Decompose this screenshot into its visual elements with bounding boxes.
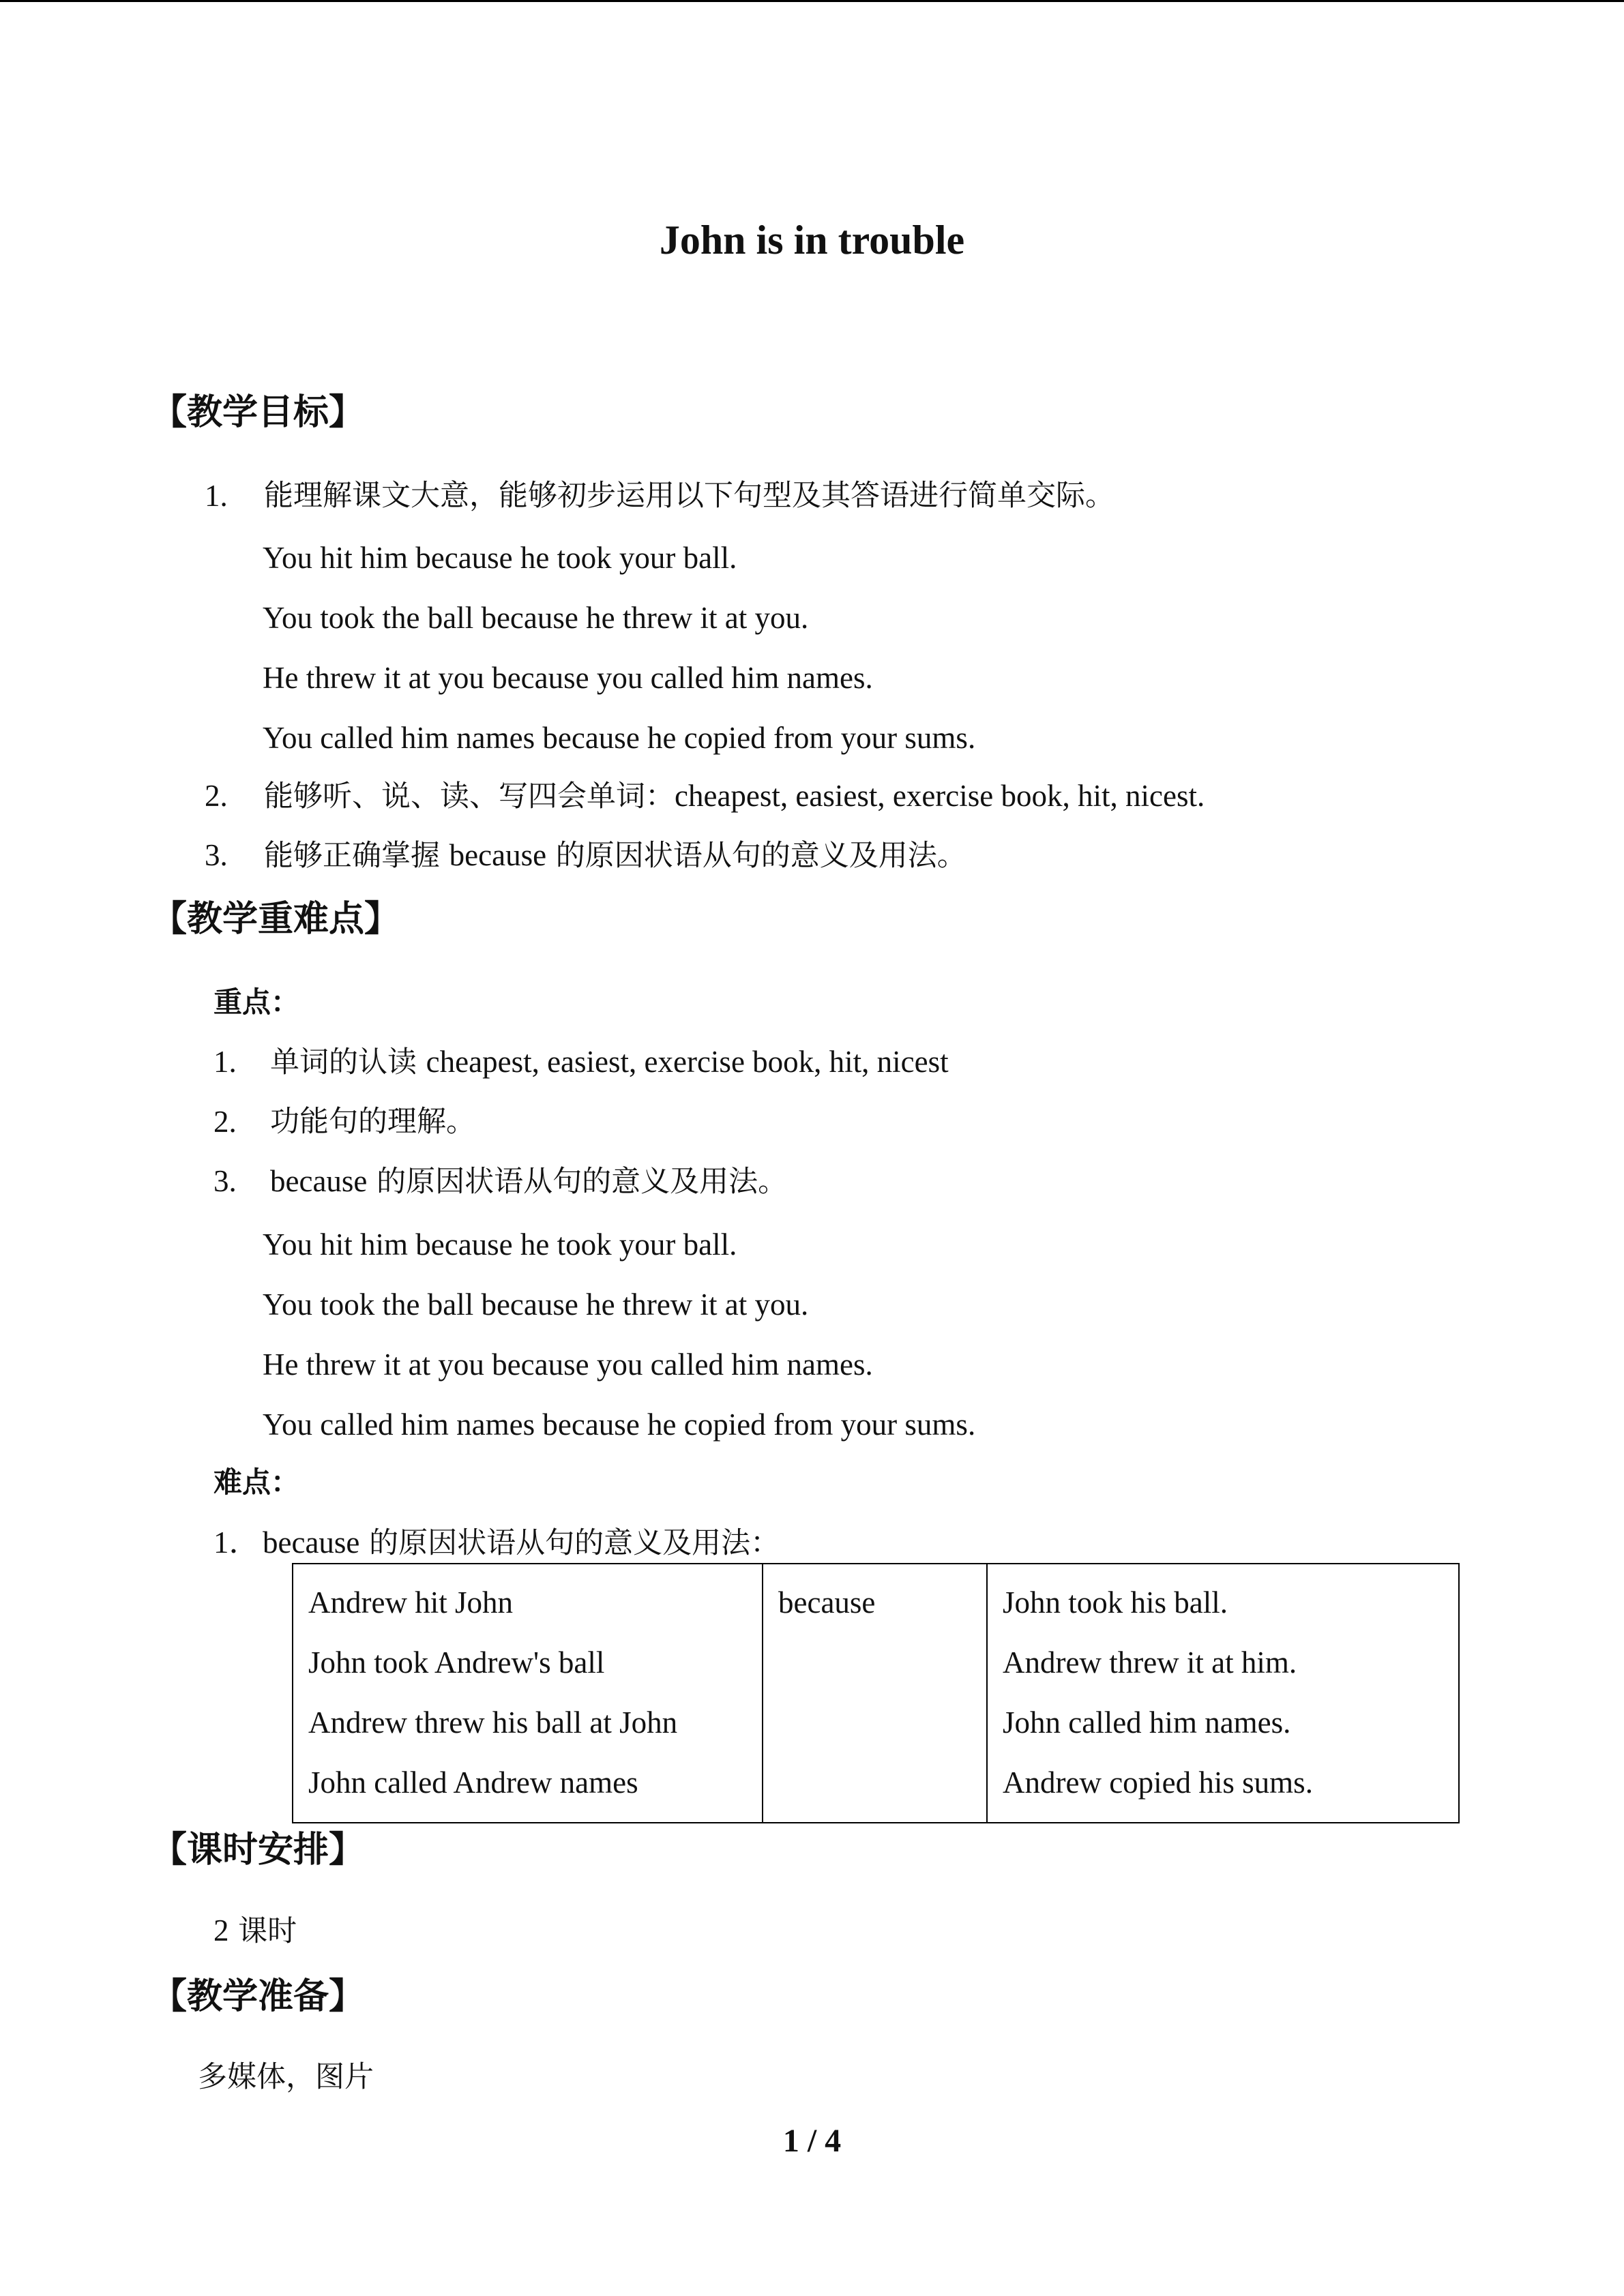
- objective-1-text: 能理解课文大意，能够初步运用以下句型及其答语进行简单交际。: [264, 479, 1114, 513]
- key-item-1-text: [270, 1041, 949, 1083]
- preparation-text: 多媒体，图片: [198, 2060, 374, 2094]
- difficult-item-1-cn: 的原因状语从句的意义及用法：: [359, 1526, 780, 1560]
- top-border-line: [0, 0, 1624, 2]
- page-number: 1 / 4: [782, 2123, 842, 2159]
- objective-3-text-en: because: [449, 838, 547, 872]
- key-item-2-number: 2.: [213, 1105, 237, 1139]
- table-cell-connector: [763, 1564, 987, 1823]
- because-table: [292, 1563, 1460, 1823]
- key-item-2-text: 功能句的理解。: [270, 1105, 475, 1139]
- table-cell-effect-1: Andrew hit John: [308, 1585, 513, 1620]
- objective-2-text-cn: 能够听、说、读、写四会单词：: [264, 779, 675, 814]
- table-cell-because: because: [778, 1585, 876, 1620]
- table-cell-cause-2: Andrew threw it at him.: [1003, 1645, 1297, 1680]
- table-cell-cause-4: Andrew copied his sums.: [1003, 1765, 1313, 1800]
- objective-2-text: [264, 775, 1205, 817]
- section-heading-objectives: 【教学目标】: [151, 392, 365, 433]
- key-sentence-4: You called him names because he copied from your sums.: [263, 1407, 976, 1442]
- key-item-1-number: 1.: [213, 1045, 237, 1079]
- schedule-unit: 课时: [228, 1914, 297, 1948]
- key-sentence-1: You hit him because he took your ball.: [263, 1227, 737, 1262]
- key-sentence-3: He threw it at you because you called him names.: [263, 1347, 873, 1382]
- table-row: [293, 1564, 1459, 1823]
- objective-3-number: 3.: [205, 838, 228, 872]
- objective-3-text-cn: 能够正确掌握: [264, 839, 449, 873]
- difficult-item-1-number: 1．: [213, 1525, 260, 1560]
- table-cell-cause-3: John called him names.: [1003, 1705, 1291, 1740]
- key-item-1-cn: 单词的认读: [270, 1045, 426, 1079]
- key-item-1-en: cheapest, easiest, exercise book, hit, nicest: [426, 1045, 949, 1079]
- difficult-item-1-text: [263, 1522, 780, 1564]
- objective-3-text-cn2: 的原因状语从句的意义及用法。: [546, 839, 966, 873]
- section-heading-schedule: 【课时安排】: [151, 1830, 365, 1870]
- schedule-number: 2: [213, 1913, 229, 1948]
- key-item-3-en: because: [270, 1164, 368, 1198]
- objective-sentence-2: You took the ball because he threw it at you.: [263, 601, 809, 635]
- section-heading-key-points: 【教学重难点】: [151, 899, 400, 940]
- objective-2-number: 2.: [205, 779, 228, 813]
- table-cell-effect-2: John took Andrew's ball: [308, 1645, 605, 1680]
- key-points-label: 重点：: [213, 985, 300, 1019]
- table-cell-effect-3: Andrew threw his ball at John: [308, 1705, 678, 1740]
- difficult-item-1-en: because: [263, 1525, 360, 1560]
- schedule-text: [213, 1910, 297, 1952]
- table-cell-cause-1: John took his ball.: [1003, 1585, 1228, 1620]
- key-item-3-text: [270, 1161, 787, 1202]
- objective-3-text: [264, 835, 966, 876]
- page-title: John is in trouble: [659, 218, 965, 263]
- objective-sentence-3: He threw it at you because you called him names.: [263, 661, 873, 695]
- table-cell-causes: [987, 1564, 1459, 1823]
- table-cell-effect-4: John called Andrew names: [308, 1765, 638, 1800]
- objective-1-number: 1.: [205, 479, 228, 513]
- objective-2-text-en: cheapest, easiest, exercise book, hit, nicest.: [675, 779, 1205, 813]
- difficult-points-label: 难点：: [213, 1465, 300, 1499]
- key-item-3-cn: 的原因状语从句的意义及用法。: [367, 1165, 788, 1199]
- key-sentence-2: You took the ball because he threw it at you.: [263, 1287, 809, 1322]
- objective-sentence-4: You called him names because he copied from your sums.: [263, 721, 976, 755]
- table-cell-effects: [293, 1564, 763, 1823]
- objective-sentence-1: You hit him because he took your ball.: [263, 541, 737, 575]
- section-heading-preparation: 【教学准备】: [151, 1976, 365, 2017]
- key-item-3-number: 3.: [213, 1164, 237, 1198]
